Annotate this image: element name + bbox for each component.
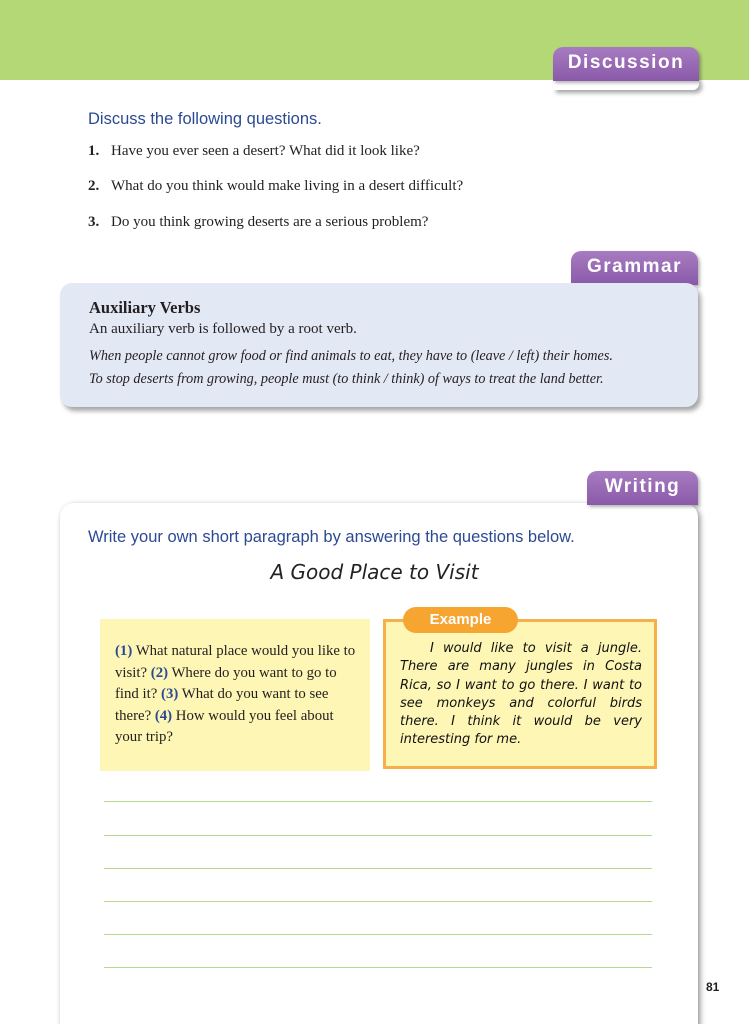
discussion-tab: Discussion [553,47,699,81]
prompt-number: (2) [150,664,169,681]
writing-instruction: Write your own short paragraph by answering the questions below. [88,528,575,546]
prompt-number: (4) [154,707,173,724]
example-label: Example [403,607,518,633]
prompt-text: What natural place would you like to visit? [115,643,356,681]
grammar-rule: An auxiliary verb is followed by a root verb. [89,321,357,337]
discussion-tab-underline [553,80,699,90]
writing-prompt-box [100,619,370,771]
question-number: 1. [88,143,100,159]
writing-line[interactable] [104,901,652,902]
writing-line[interactable] [104,934,652,935]
question-text: Do you think growing deserts are a serious problem? [111,214,429,230]
grammar-example-2: To stop deserts from growing, people must (to think / think) of ways to treat the land better. [89,371,604,387]
grammar-title: Auxiliary Verbs [89,298,201,317]
discussion-question-1 [88,143,420,160]
writing-line[interactable] [104,801,652,802]
page-number: 81 [706,980,720,994]
discussion-question-3 [88,214,428,231]
question-number: 2. [88,178,100,194]
example-text: I would like to visit a jungle. There are many jungles in Costa Rica, so I want to go there. I want to see monkeys and colorful birds there. I think it would be very interesting for me. [400,641,642,748]
prompt-text: What do you want to see there? [115,686,329,724]
prompt-text: How would you feel about your trip? [115,707,334,745]
grammar-example-1: When people cannot grow food or find animals to eat, they have to (leave / left) their homes. [89,348,613,364]
writing-prompts [115,641,363,749]
writing-title: A Good Place to Visit [270,560,479,584]
writing-tab: Writing [587,471,698,505]
question-text: What do you think would make living in a desert difficult? [111,178,464,194]
prompt-text: Where do you want to go to find it? [115,664,337,702]
prompt-number: (3) [161,686,179,702]
discussion-question-2 [88,178,463,195]
grammar-tab: Grammar [571,251,698,285]
question-number: 3. [88,214,100,230]
prompt-number: (1) [115,643,133,659]
writing-line[interactable] [104,967,652,968]
writing-line[interactable] [104,868,652,869]
discussion-instruction: Discuss the following questions. [88,110,322,128]
question-text: Have you ever seen a desert? What did it look like? [111,143,420,159]
writing-line[interactable] [104,835,652,836]
